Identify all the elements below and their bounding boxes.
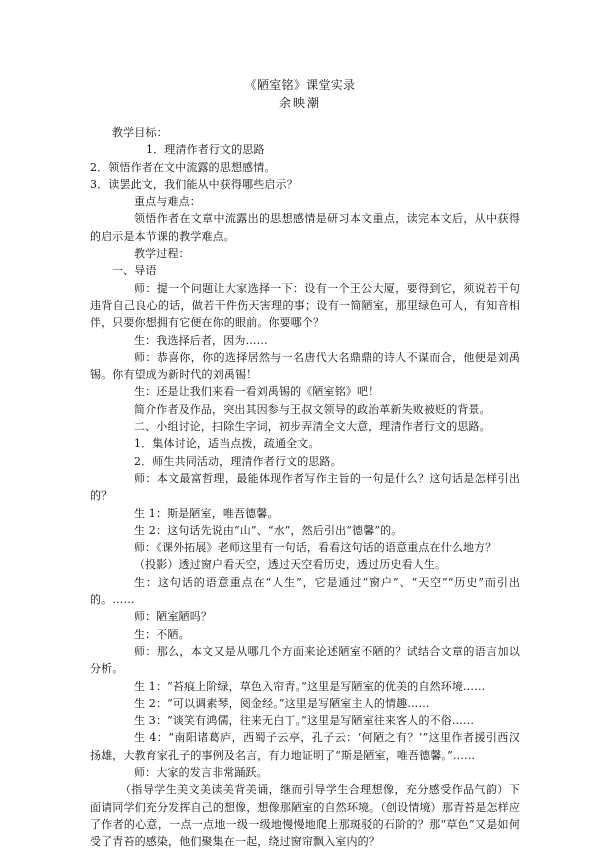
paragraph: （投影）透过窗户看天空，透过天空看历史，透过历史看人生。: [134, 558, 447, 572]
paragraph: （指导学生美文美读美背美诵，继而引导学生合理想像，充分感受作品气韵）下面请同学们充分发挥自己的想像，想像那陋室的自然环境。（创设情境）那青苔是怎样应了作者的心意，一点一点地一级一级地慢慢地爬上那斑驳的石阶的？那“草色”又是如何受了青苔的感染，他们聚集在一起，绕过窗帘飘入室内的？: [90, 783, 520, 849]
paragraph: 生 3：“谈笑有鸿儒，往来无白丁。”这里是写陋室往来客人的不俗……: [134, 714, 475, 728]
paragraph: 师：恭喜你，你的选择居然与一名唐代大名鼎鼎的诗人不谋而合，他便是刘禹锡。你有望成为新时代的刘禹锡！: [90, 350, 520, 382]
paragraph: 师：《课外拓展》老师这里有一句话，看看这句话的语意重点在什么地方？: [134, 541, 497, 555]
paragraph: 1．理清作者行文的思路: [146, 143, 265, 157]
paragraph: 师：提一个问题让大家选择一下：设有一个王公大厦，要得到它，须说若干句违背自己良心的话，做若干件伤天害理的事；设有一简陋室，那里绿色可人，有知音相伴，只要你想拥有它便在你的眼前。你要哪个？: [90, 281, 520, 330]
paragraph: 生 2：这句话先说由“山”、“水”，然后引出“德馨”的。: [134, 523, 403, 537]
paragraph: 重点与难点：: [134, 195, 201, 209]
paragraph: 3．读罢此文，我们能从中获得哪些启示？: [90, 177, 298, 191]
paragraph: 2．师生共同活动，理清作者行文的思路。: [134, 454, 342, 468]
paragraph: 师：那么，本文又是从哪几个方面来论述陋室不陋的？试结合文章的语言加以分析。: [90, 644, 520, 676]
paragraph: 生：这句话的语意重点在“人生”，它是通过“窗户”、“天空”“历史”而引出的。……: [90, 575, 520, 607]
paragraph: 教学过程：: [134, 247, 190, 261]
paragraph: 2．领悟作者在文中流露的思想感情。: [90, 160, 276, 174]
paragraph: 师：大家的发言非常踊跃。: [134, 765, 268, 779]
paragraph: 师：陋室陋吗？: [134, 610, 213, 624]
document-author: 余映潮: [278, 96, 321, 110]
paragraph: 二、小组讨论，扫除生字词，初步弄清全文大意，理清作者行文的思路。: [134, 420, 491, 434]
paragraph: 一、导语: [112, 264, 157, 278]
paragraph: 生 1：“苔痕上阶绿，草色入帘青。”这里是写陋室的优美的自然环境……: [134, 679, 486, 693]
document-title: 《陋室铭》课堂实录: [244, 78, 356, 92]
document-body: [90, 124, 520, 850]
paragraph: 师：本文最富哲理，最能体现作者写作主旨的一句是什么？这句话是怎样引出的？: [90, 471, 520, 503]
paragraph: 简介作者及作品，突出其因参与王叔文领导的政治革新失败被贬的背景。: [134, 402, 491, 416]
paragraph: 生 2：“可以调素琴，阅金经。”这里是写陋室主人的情趣……: [134, 696, 430, 710]
paragraph: 生 1：斯是陋室，唯吾德馨。: [134, 506, 279, 520]
paragraph: 领悟作者在文章中流露出的思想感情是研习本文重点，读完本文后，从中获得的启示是本节课的教学难点。: [90, 212, 520, 243]
paragraph: 教学目标：: [112, 126, 168, 139]
paragraph: 生：我选择后者，因为……: [134, 333, 268, 347]
paragraph: 1．集体讨论，适当点拨，疏通全文。: [134, 437, 320, 451]
paragraph: 生：还是让我们来看一看刘禹锡的《陋室铭》吧！: [134, 385, 380, 399]
paragraph: 生 4：“南阳诸葛庐，西蜀子云亭，孔子云：‘何陋之有？’”这里作者援引西汉扬雄，大教育家孔子的事例及名言，有力地证明了“斯是陋室，唯吾德馨。”……: [90, 731, 520, 762]
paragraph: 生：不陋。: [134, 627, 190, 641]
